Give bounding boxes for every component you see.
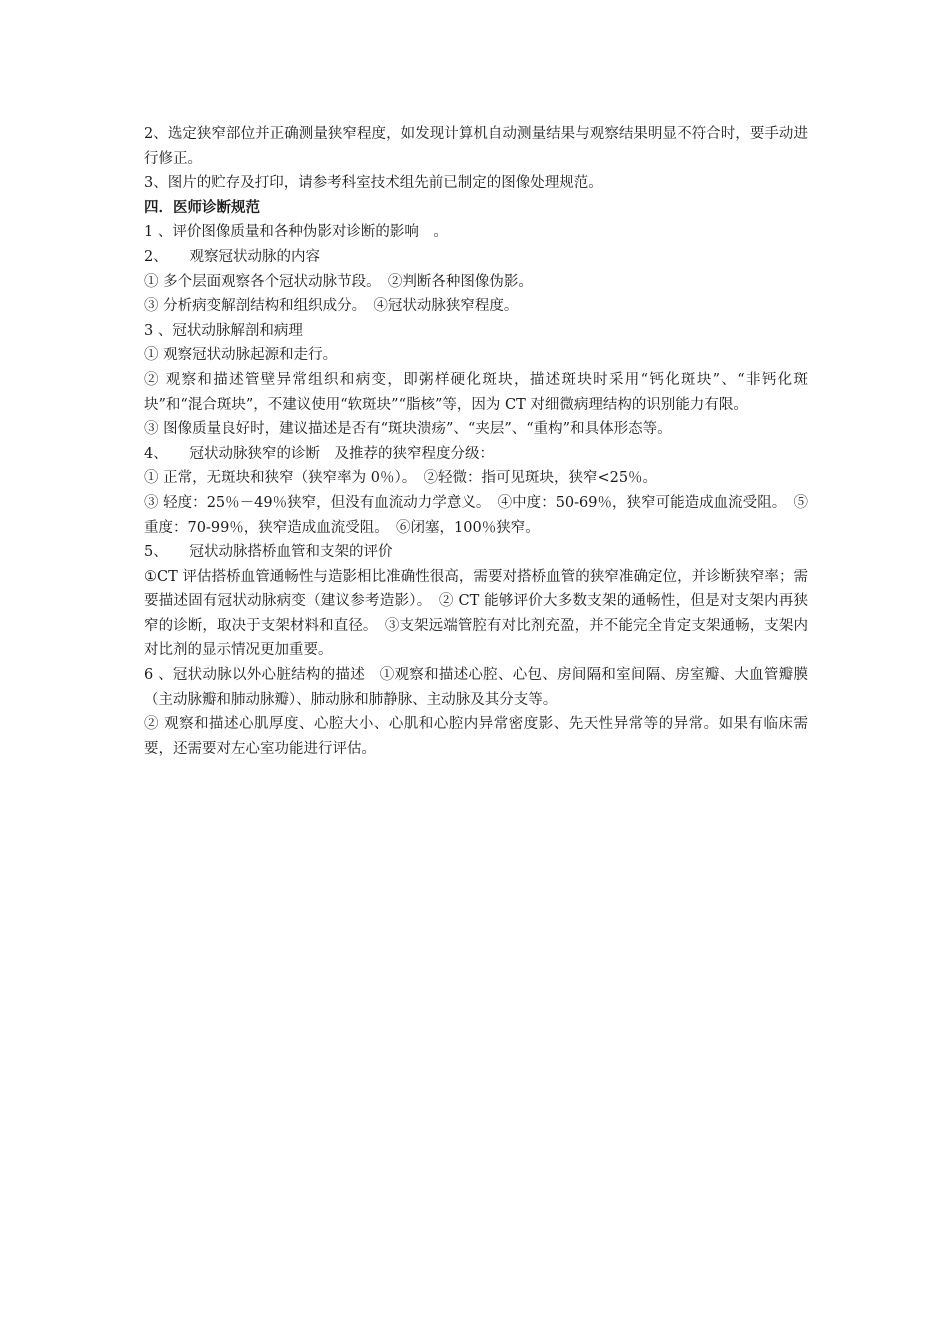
paragraph-item-3-b: ② 观察和描述管壁异常组织和病变，即粥样硬化斑块，描述斑块时采用“钙化斑块”、“非钙化斑块”和“混合斑块”，不建议使用“软斑块”“脂核”等，因为 CT 对细微病理结构的识别能力有限。 [144, 371, 808, 413]
paragraph-item-6-b: ② 观察和描述心肌厚度、心腔大小、心肌和心腔内异常密度影、先天性异常等的异常。如果有临床需要，还需要对左心室功能进行评估。 [144, 716, 808, 757]
paragraph-item-5-heading: 5、 冠状动脉搭桥血管和支架的评价 [144, 544, 393, 561]
paragraph-step-3-storage: 3、图片的贮存及打印，请参考科室技术组先前已制定的图像处理规范。 [144, 175, 603, 192]
paragraph-item-5-a: ①CT 评估搭桥血管通畅性与造影相比准确性很高，需要对搭桥血管的狭窄准确定位，并诊断狭窄率；需要描述固有冠状动脉病变（建议参考造影）。 ② CT 能够评价大多数支架的通畅性，但是对支架内再狭窄的诊断，取决于支架材料和直径。 ③支架远端管腔有对比剂充盈，并不能完全肯定支架通畅，支架内对比剂的显示情况更加重要。 [144, 568, 808, 659]
paragraph-item-2-a: ① 多个层面观察各个冠状动脉节段。 ②判断各种图像伪影。 [144, 273, 533, 290]
document-body [144, 122, 808, 761]
paragraph-step-2-measure: 2、选定狭窄部位并正确测量狭窄程度，如发现计算机自动测量结果与观察结果明显不符合时，要手动进行修正。 [144, 126, 808, 167]
paragraph-item-3-a: ① 观察冠状动脉起源和走行。 [144, 347, 338, 364]
paragraph-item-6-a: 6 、冠状动脉以外心脏结构的描述 ①观察和描述心腔、心包、房间隔和室间隔、房室瓣、大血管瓣膜（主动脉瓣和肺动脉瓣）、肺动脉和肺静脉、主动脉及其分支等。 [144, 667, 808, 708]
paragraph-item-4-b: ③ 轻度：25％－49％狭窄，但没有血流动力学意义。 ④中度：50-69％，狭窄可能造成血流受阻。 ⑤重度：70-99％，狭窄造成血流受阻。 ⑥闭塞，100％狭窄。 [144, 494, 808, 536]
paragraph-item-2-b: ③ 分析病变解剖结构和组织成分。 ④冠状动脉狭窄程度。 [144, 298, 519, 315]
paragraph-item-3-c: ③ 图像质量良好时，建议描述是否有“斑块溃疡”、“夹层”、“重构”和具体形态等。 [144, 421, 672, 438]
paragraph-item-4-a: ① 正常，无斑块和狭窄（狭窄率为 0％）。 ②轻微：指可见斑块，狭窄<25％。 [144, 470, 658, 487]
paragraph-item-2-heading: 2、 观察冠状动脉的内容 [144, 248, 320, 265]
paragraph-item-1: 1 、评价图像质量和各种伪影对诊断的影响 。 [144, 224, 448, 241]
paragraph-item-4-heading: 4、 冠状动脉狭窄的诊断 及推荐的狭窄程度分级： [144, 445, 494, 462]
paragraph-item-3-heading: 3 、冠状动脉解剖和病理 [144, 322, 303, 339]
section-heading-diagnosis: 四．医师诊断规范 [144, 198, 260, 216]
